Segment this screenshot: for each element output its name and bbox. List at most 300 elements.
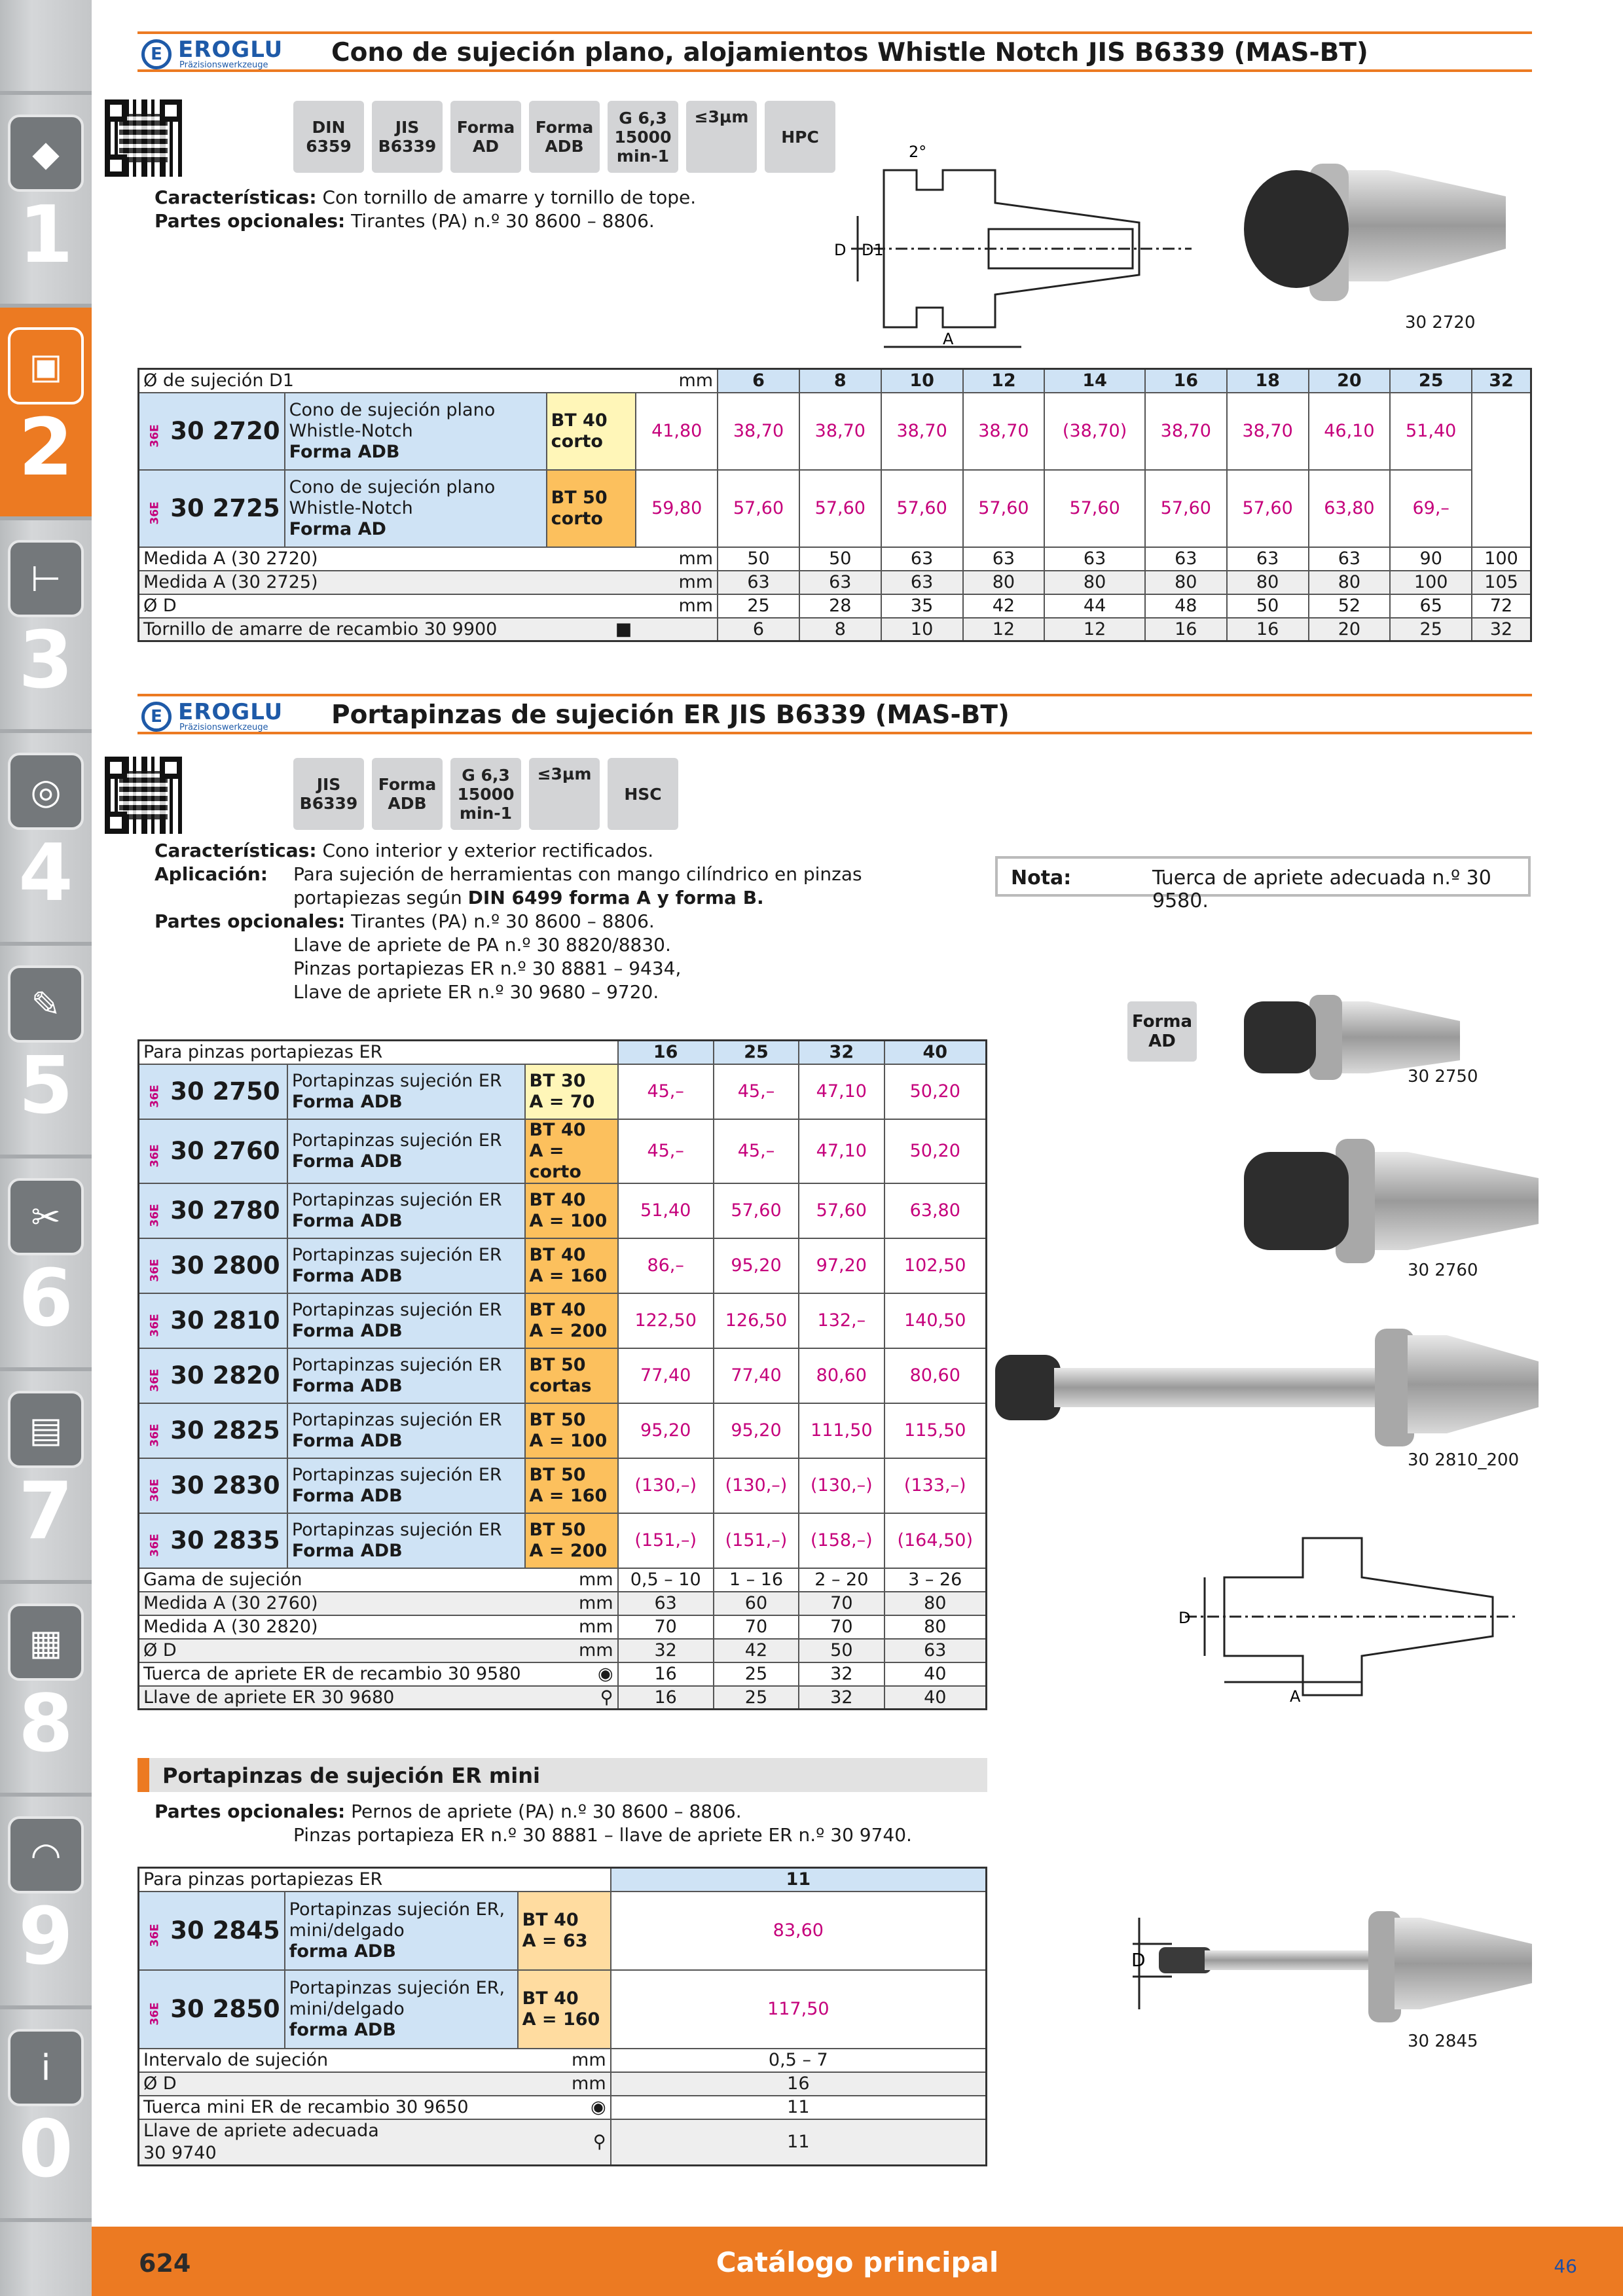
dimension-row — [139, 2119, 987, 2166]
sidebar-chapter-4[interactable] — [0, 733, 92, 946]
dimension-value: 63 — [618, 1592, 714, 1615]
article-code: 36E 30 2800 — [139, 1238, 287, 1293]
dimension-value: 42 — [714, 1639, 799, 1662]
table-row — [139, 1970, 987, 2049]
article-code: 36E 30 2750 — [139, 1064, 287, 1119]
price-table-er-collet — [137, 1039, 987, 1710]
features-text: Características: Cono interior y exterior rectificados. — [155, 840, 654, 861]
cabinet-icon: ▦ — [8, 1604, 84, 1681]
optional-parts-line: Llave de apriete ER n.º 30 9680 – 9720. — [293, 981, 659, 1003]
dimension-row — [139, 2072, 987, 2096]
dimension-label: Medida A (30 2820) — [139, 1615, 525, 1639]
price: 102,50 — [884, 1238, 987, 1293]
dimension-value: 72 — [1472, 594, 1531, 618]
chapter-number: 1 — [18, 190, 73, 281]
dimension-value: 16 — [618, 1662, 714, 1686]
dimension-row — [139, 618, 1531, 641]
dimension-value: 105 — [1472, 571, 1531, 594]
dimension-value: 63 — [1227, 547, 1309, 571]
application-text: Para sujeción de herramientas con mango cilíndrico en pinzas — [293, 863, 862, 885]
dimension-value: 80 — [1309, 571, 1391, 594]
price: 38,70 — [881, 393, 963, 470]
eroglu-logo: E EROGLU Präzisionswerkzeuge — [141, 38, 312, 71]
dimension-value: 52 — [1309, 594, 1391, 618]
price: 57,60 — [718, 470, 799, 547]
section-title: Portapinzas de sujeción ER JIS B6339 (MAS-BT) — [331, 700, 1010, 730]
price: 45,– — [618, 1119, 714, 1183]
spec-badge: Forma ADB — [372, 758, 443, 830]
dimension-value: 25 — [714, 1662, 799, 1686]
price: 57,60 — [1227, 470, 1309, 547]
dimension-value: 32 — [1472, 618, 1531, 641]
description: Portapinzas sujeción ER Forma ADB — [287, 1238, 525, 1293]
table-row — [139, 1293, 987, 1348]
dimension-row — [139, 1662, 987, 1686]
description: Portapinzas sujeción ER Forma ADB — [287, 1403, 525, 1458]
description: Cono de sujeción plano Whistle-Notch Forma AD — [285, 470, 547, 547]
spec: BT 40 A = 100 — [525, 1183, 618, 1238]
unit: mm — [636, 369, 718, 393]
dimension-value: 16 — [618, 1686, 714, 1710]
dimension-value: 12 — [963, 618, 1045, 641]
price: 50,20 — [884, 1064, 987, 1119]
sidebar-chapter-0[interactable] — [0, 0, 92, 95]
dimension-value: 6 — [718, 618, 799, 641]
price: (164,50) — [884, 1513, 987, 1568]
dimension-value: 25 — [714, 1686, 799, 1710]
spec: BT 40 corto — [547, 393, 636, 470]
price: 38,70 — [799, 393, 881, 470]
table-row — [139, 1183, 987, 1238]
dimension-value: 63 — [799, 571, 881, 594]
tool-case-icon: ▤ — [8, 1391, 84, 1468]
dimension-value: 63 — [963, 547, 1045, 571]
table-row — [139, 1119, 987, 1183]
catalog-tag: 36E — [148, 2002, 162, 2026]
unit: mm — [525, 1615, 618, 1639]
application-label: Aplicación: — [155, 863, 268, 885]
column-header: 25 — [1390, 369, 1472, 393]
price: 57,60 — [714, 1183, 799, 1238]
table-row — [139, 393, 1531, 470]
article-code: 36E 30 2820 — [139, 1348, 287, 1403]
eroglu-logo: E EROGLU Präzisionswerkzeuge — [141, 700, 312, 733]
description: Portapinzas sujeción ER Forma ADB — [287, 1513, 525, 1568]
optional-parts-line: Pinzas portapiezas ER n.º 30 8881 – 9434, — [293, 958, 682, 979]
dimension-value: 50 — [799, 547, 881, 571]
optional-parts-text: Partes opcionales: Tirantes (PA) n.º 30 8600 – 8806. — [155, 910, 655, 932]
price: 95,20 — [618, 1403, 714, 1458]
dimension-value: 63 — [881, 571, 963, 594]
dimension-row — [139, 2049, 987, 2072]
dimension-value: 63 — [884, 1639, 987, 1662]
dimension-row — [139, 547, 1531, 571]
dimension-value: 50 — [799, 1639, 884, 1662]
note-box: Nota: Tuerca de apriete adecuada n.º 30 9580. — [995, 856, 1531, 897]
price: 38,70 — [963, 393, 1045, 470]
dimension-value: 32 — [799, 1662, 884, 1686]
price: 38,70 — [1227, 393, 1309, 470]
spec-badge: HSC — [608, 758, 678, 830]
dimension-value: 100 — [1390, 571, 1472, 594]
product-photo-302845 — [1113, 1898, 1545, 2029]
table-row — [139, 1458, 987, 1513]
product-photo-302810 — [995, 1316, 1552, 1446]
dimension-value: 80 — [1044, 571, 1145, 594]
header-label: Para pinzas portapiezas ER — [139, 1041, 618, 1064]
price: 63,80 — [1309, 470, 1391, 547]
price: (151,–) — [714, 1513, 799, 1568]
chapter-number: 3 — [18, 615, 73, 706]
price: 63,80 — [884, 1183, 987, 1238]
unit: mm — [525, 1568, 618, 1592]
article-code: 36E 30 2825 — [139, 1403, 287, 1458]
photo-caption: 30 2760 — [1408, 1261, 1478, 1280]
forma-ad-badge: Forma AD — [1127, 1001, 1197, 1062]
price: 80,60 — [884, 1348, 987, 1403]
dimension-value: 63 — [881, 547, 963, 571]
dimension-value: 65 — [1390, 594, 1472, 618]
spec: BT 30 A = 70 — [525, 1064, 618, 1119]
dimension-value: 20 — [1309, 618, 1391, 641]
features-text: Características: Con tornillo de amarre y tornillo de tope. — [155, 187, 697, 208]
dimension-row — [139, 571, 1531, 594]
article-code: 36E 30 2720 — [139, 393, 285, 470]
catalog-tag: 36E — [148, 1924, 162, 1947]
dimension-row — [139, 1639, 987, 1662]
price: 69,– — [1390, 470, 1472, 547]
catalog-tag: 36E — [148, 1259, 162, 1282]
unit: mm — [525, 1592, 618, 1615]
chapter-number: 7 — [18, 1466, 73, 1557]
dimension-label: Ø D — [139, 1639, 525, 1662]
dimension-value: 0,5 – 7 — [611, 2049, 987, 2072]
sidebar-chapter-5[interactable] — [0, 946, 92, 1158]
dimension-value: 1 – 16 — [714, 1568, 799, 1592]
dimension-value: 40 — [884, 1662, 987, 1686]
toolholder-icon: ▣ — [8, 327, 84, 404]
table-row — [139, 1403, 987, 1458]
description: Portapinzas sujeción ER Forma ADB — [287, 1458, 525, 1513]
catalog-tag: 36E — [148, 1424, 162, 1447]
dimension-value: 48 — [1145, 594, 1227, 618]
spec: BT 50 cortas — [525, 1348, 618, 1403]
article-code: 36E 30 2760 — [139, 1119, 287, 1183]
dimension-value: 80 — [963, 571, 1045, 594]
price: 95,20 — [714, 1238, 799, 1293]
chapter-number: 6 — [18, 1253, 73, 1344]
catalog-tag: 36E — [148, 1479, 162, 1502]
table-row — [139, 1892, 987, 1970]
table-row — [139, 1348, 987, 1403]
qr-code-icon[interactable] — [105, 99, 182, 177]
price: 83,60 — [611, 1892, 987, 1970]
price-table-er-mini — [137, 1867, 987, 2166]
dimension-label: Tuerca de apriete ER de recambio 30 9580 — [139, 1662, 525, 1686]
wrench-icon: ⚲ — [518, 2119, 611, 2166]
price: 46,10 — [1309, 393, 1391, 470]
price: 57,60 — [799, 470, 881, 547]
technical-drawing-er-collet — [1165, 1525, 1532, 1708]
chapter-number: 5 — [18, 1041, 73, 1132]
table-row — [139, 1513, 987, 1568]
optional-parts-text: Partes opcionales: Tirantes (PA) n.º 30 8600 – 8806. — [155, 210, 655, 232]
spec-badge: DIN 6359 — [293, 101, 364, 173]
insert-icon: ◆ — [8, 115, 84, 192]
dimension-label: Intervalo de sujeción — [139, 2049, 518, 2072]
sidebar-chapter-3[interactable] — [0, 520, 92, 733]
table-row — [139, 1064, 987, 1119]
column-header: 8 — [799, 369, 881, 393]
dimension-value: 80 — [884, 1592, 987, 1615]
sidebar-chapter-8[interactable] — [0, 1584, 92, 1797]
column-header: 16 — [1145, 369, 1227, 393]
article-code: 36E 30 2725 — [139, 470, 285, 547]
spec-badge: JIS B6339 — [372, 101, 443, 173]
dimension-value: 63 — [1044, 547, 1145, 571]
price: 38,70 — [718, 393, 799, 470]
dimension-value: 40 — [884, 1686, 987, 1710]
technical-drawing-flat-shank — [825, 131, 1211, 360]
spec-badge: JIS B6339 — [293, 758, 364, 830]
description: Portapinzas sujeción ER Forma ADB — [287, 1119, 525, 1183]
dimension-value: 63 — [718, 571, 799, 594]
column-header: 10 — [881, 369, 963, 393]
unit: mm — [518, 2072, 611, 2096]
catalog-tag: 36E — [148, 1204, 162, 1227]
spec-badge: Forma AD — [450, 101, 521, 173]
spec-badge: HPC — [765, 101, 835, 173]
spec: BT 40 A = 160 — [518, 1970, 611, 2049]
spec: BT 50 A = 200 — [525, 1513, 618, 1568]
spec: BT 50 A = 160 — [525, 1458, 618, 1513]
dimension-row — [139, 1568, 987, 1592]
description: Cono de sujeción plano Whistle-Notch Forma ADB — [285, 393, 547, 470]
dimension-row — [139, 1686, 987, 1710]
unit: mm — [636, 571, 718, 594]
sidebar-chapter-6[interactable] — [0, 1158, 92, 1371]
price: 80,60 — [799, 1348, 884, 1403]
price: 57,60 — [1044, 470, 1145, 547]
description: Portapinzas sujeción ER Forma ADB — [287, 1183, 525, 1238]
catalog-tag: 36E — [148, 1144, 162, 1168]
price: 77,40 — [714, 1348, 799, 1403]
column-header: 32 — [799, 1041, 884, 1064]
photo-caption: 30 2720 — [1405, 313, 1476, 332]
dimension-value: 70 — [714, 1615, 799, 1639]
spec-badge: ≤3µm — [686, 101, 757, 173]
d-label: D — [834, 241, 847, 259]
optional-parts-line: Llave de apriete de PA n.º 30 8820/8830. — [293, 934, 671, 956]
dimension-value: 80 — [1227, 571, 1309, 594]
spec-badge: G 6,3 15000 min-1 — [450, 758, 521, 830]
catalog-tag: 36E — [148, 1369, 162, 1392]
dimension-label: Tuerca mini ER de recambio 30 9650 — [139, 2096, 518, 2119]
price: (151,–) — [618, 1513, 714, 1568]
footer-page-ref: 46 — [1554, 2255, 1577, 2277]
photo-caption: 30 2750 — [1408, 1067, 1478, 1086]
price: 86,– — [618, 1238, 714, 1293]
dimension-value: 32 — [618, 1639, 714, 1662]
dimension-row — [139, 2096, 987, 2119]
article-code: 36E 30 2845 — [139, 1892, 285, 1970]
wrench-icon: ✎ — [8, 965, 84, 1043]
description: Portapinzas sujeción ER Forma ADB — [287, 1293, 525, 1348]
price: 59,80 — [636, 470, 718, 547]
section-header-flat-shank — [137, 31, 1532, 72]
dimension-value: 25 — [718, 594, 799, 618]
dimension-value: 50 — [718, 547, 799, 571]
dimension-value: 16 — [611, 2072, 987, 2096]
price: 77,40 — [618, 1348, 714, 1403]
dimension-value: 80 — [1145, 571, 1227, 594]
dimension-value: 3 – 26 — [884, 1568, 987, 1592]
dimension-value: 0,5 – 10 — [618, 1568, 714, 1592]
price: 50,20 — [884, 1119, 987, 1183]
price: 122,50 — [618, 1293, 714, 1348]
price: 132,– — [799, 1293, 884, 1348]
description: Portapinzas sujeción ER, mini/delgado forma ADB — [285, 1892, 518, 1970]
dimension-label: Llave de apriete ER 30 9680 — [139, 1686, 525, 1710]
price: 97,20 — [799, 1238, 884, 1293]
spec: BT 50 A = 100 — [525, 1403, 618, 1458]
price: (133,–) — [884, 1458, 987, 1513]
application-text-2: portapiezas según DIN 6499 forma A y forma B. — [293, 887, 764, 908]
column-header: 6 — [718, 369, 799, 393]
unit: mm — [518, 2049, 611, 2072]
catalog-tag: 36E — [148, 501, 162, 525]
dimension-value: 70 — [799, 1592, 884, 1615]
photo-caption: 30 2810_200 — [1408, 1450, 1520, 1470]
price: (38,70) — [1044, 393, 1145, 470]
price: 95,20 — [714, 1403, 799, 1458]
pliers-icon: ✂ — [8, 1178, 84, 1255]
dimension-row — [139, 594, 1531, 618]
price: 115,50 — [884, 1403, 987, 1458]
column-header: 16 — [618, 1041, 714, 1064]
info-icon: i — [8, 2029, 84, 2106]
unit — [636, 618, 718, 641]
column-header: 14 — [1044, 369, 1145, 393]
sidebar-chapter-1[interactable] — [0, 95, 92, 308]
description: Portapinzas sujeción ER Forma ADB — [287, 1348, 525, 1403]
saw-blade-icon: ◎ — [8, 753, 84, 830]
dimension-value: 70 — [618, 1615, 714, 1639]
dimension-row — [139, 1615, 987, 1639]
dimension-value: 42 — [963, 594, 1045, 618]
price-table-flat-shank — [137, 368, 1532, 642]
column-header: 32 — [1472, 369, 1531, 393]
price: 41,80 — [636, 393, 718, 470]
wrench-icon: ⚲ — [525, 1686, 618, 1710]
chapter-number: 9 — [18, 1892, 73, 1982]
description: Portapinzas sujeción ER, mini/delgado forma ADB — [285, 1970, 518, 2049]
column-header: 11 — [611, 1868, 987, 1892]
photo-caption: 30 2845 — [1408, 2032, 1478, 2051]
dimension-value: 70 — [799, 1615, 884, 1639]
price: 57,60 — [1145, 470, 1227, 547]
price: 47,10 — [799, 1119, 884, 1183]
price: 45,– — [714, 1119, 799, 1183]
dimension-value: 16 — [1227, 618, 1309, 641]
price: 140,50 — [884, 1293, 987, 1348]
nut-icon: ◉ — [518, 2096, 611, 2119]
dimension-value: 90 — [1390, 547, 1472, 571]
sidebar-chapter-7[interactable] — [0, 1371, 92, 1584]
price: 51,40 — [618, 1183, 714, 1238]
article-code: 36E 30 2835 — [139, 1513, 287, 1568]
dimension-label: Medida A (30 2760) — [139, 1592, 525, 1615]
dimension-value: 63 — [1309, 547, 1391, 571]
dimension-label: Ø D — [139, 594, 547, 618]
price: 57,60 — [799, 1183, 884, 1238]
price: 51,40 — [1390, 393, 1472, 470]
d-label: D — [1131, 1949, 1146, 1971]
sidebar-chapter-10[interactable] — [0, 2009, 92, 2222]
header-label: Ø de sujeción D1 — [139, 369, 636, 393]
nut-icon: ◉ — [525, 1662, 618, 1686]
unit: mm — [636, 547, 718, 571]
price: 45,– — [714, 1064, 799, 1119]
catalog-tag: 36E — [148, 1085, 162, 1108]
dimension-label: Ø D — [139, 2072, 518, 2096]
spec: BT 50 corto — [547, 470, 636, 547]
spec-badge: ≤3µm — [529, 758, 600, 830]
angle-label: 2° — [909, 143, 927, 161]
a-label: A — [943, 330, 954, 348]
section-header-er-collet — [137, 694, 1532, 734]
sidebar-chapter-9[interactable] — [0, 1797, 92, 2009]
d-label: D — [1178, 1609, 1191, 1627]
qr-code-icon[interactable] — [105, 757, 182, 834]
dimension-label: Gama de sujeción — [139, 1568, 525, 1592]
spec: BT 40 A = 200 — [525, 1293, 618, 1348]
dimension-value: 11 — [611, 2096, 987, 2119]
catalog-tag: 36E — [148, 1534, 162, 1557]
dimension-row — [139, 1592, 987, 1615]
dimension-value: 50 — [1227, 594, 1309, 618]
screw-icon: ■ — [547, 618, 636, 641]
sidebar-chapter-2[interactable] — [0, 308, 92, 520]
column-header: 40 — [884, 1041, 987, 1064]
safety-glasses-icon: ◠ — [8, 1816, 84, 1893]
dimension-value: 11 — [611, 2119, 987, 2166]
section-title: Cono de sujeción plano, alojamientos Whistle Notch JIS B6339 (MAS-BT) — [331, 38, 1368, 67]
dimension-value: 8 — [799, 618, 881, 641]
d1-label: D1 — [862, 241, 884, 259]
chapter-number: 4 — [18, 828, 73, 919]
dimension-label: Medida A (30 2725) — [139, 571, 547, 594]
unit: mm — [525, 1639, 618, 1662]
product-photo-302760 — [1237, 1126, 1552, 1270]
article-code: 36E 30 2780 — [139, 1183, 287, 1238]
price: (130,–) — [618, 1458, 714, 1513]
dimension-value: 44 — [1044, 594, 1145, 618]
dimension-value: 2 – 20 — [799, 1568, 884, 1592]
price: 57,60 — [963, 470, 1045, 547]
dimension-value: 12 — [1044, 618, 1145, 641]
dimension-value: 28 — [799, 594, 881, 618]
dimension-value: 35 — [881, 594, 963, 618]
footer-title: Catálogo principal — [716, 2246, 999, 2278]
spec-badge: G 6,3 15000 min-1 — [608, 101, 678, 173]
price: (130,–) — [799, 1458, 884, 1513]
page-number: 624 — [139, 2249, 191, 2278]
price: (130,–) — [714, 1458, 799, 1513]
sidebar-chapter-11[interactable] — [0, 2222, 92, 2296]
price: 126,50 — [714, 1293, 799, 1348]
table-header — [139, 369, 1531, 393]
